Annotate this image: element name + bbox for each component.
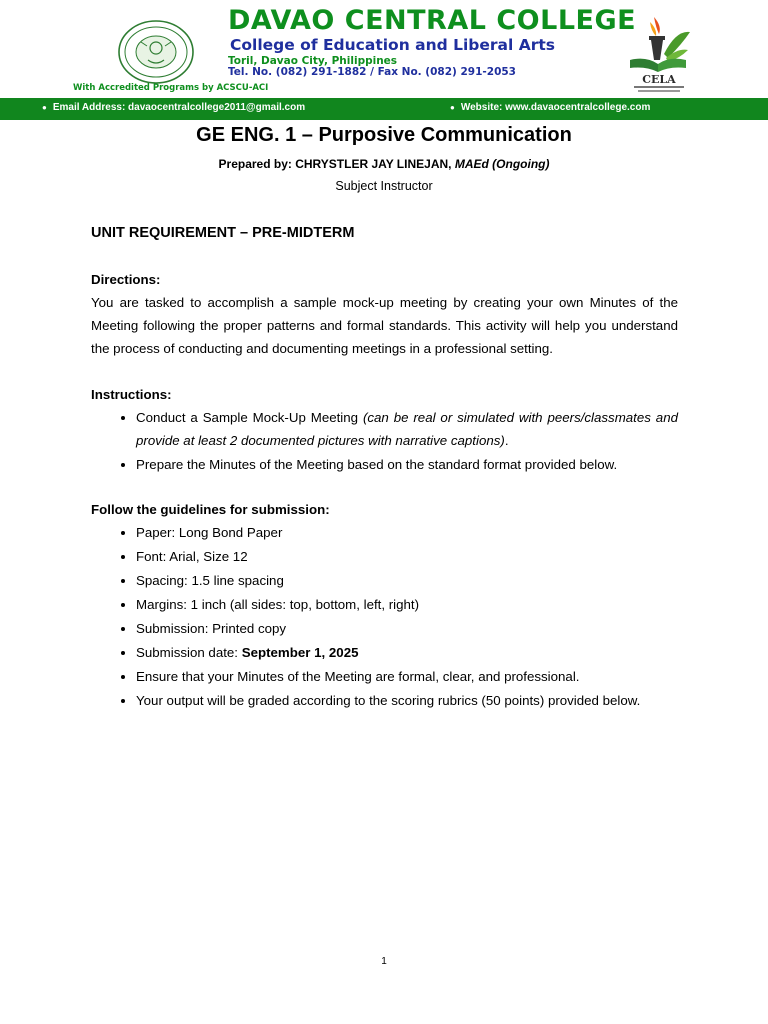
cela-torch-logo (626, 14, 692, 96)
list-item (136, 406, 678, 452)
website-item (450, 102, 650, 113)
list-item (136, 641, 678, 664)
prepared-by-label: Prepared by: CHRYSTLER JAY LINEJAN, (218, 157, 455, 171)
letterhead (0, 0, 768, 98)
email-address[interactable]: Email Address: davaocentralcollege2011@gmail.com (52, 102, 306, 113)
instructions-list (91, 406, 678, 476)
list-item (136, 453, 678, 476)
directions-heading: Directions: (91, 272, 161, 287)
list-item: • Margins: 1 inch (all sides: top, bottom, left, right) (136, 593, 678, 616)
guideline-text: Submission date: (136, 645, 242, 660)
bullet-icon: ● (42, 103, 47, 112)
cela-logo-text: CELA (642, 73, 676, 86)
instruction-note: (can be real or simulated with peers/classmates and provide at least 2 documented pictures with narrative captions) (136, 410, 678, 448)
bullet-icon: ● (450, 103, 455, 112)
college-address: Toril, Davao City, Philippines (228, 55, 398, 67)
directions-text: You are tasked to accomplish a sample mock-up meeting by creating your own Minutes of the Meeting following the proper patterns and formal standards. This activity will help you understand the process of conducting and documenting meetings in a professional setting. (91, 295, 678, 356)
college-seal-logo (117, 20, 195, 84)
course-title: GE ENG. 1 – Purposive Communication (196, 124, 572, 146)
accreditation-note: With Accredited Programs by ACSCU-ACI (73, 83, 269, 93)
list-item: • Ensure that your Minutes of the Meeting are formal, clear, and professional. (136, 665, 678, 688)
prepared-by (0, 157, 768, 171)
unit-heading: UNIT REQUIREMENT – PRE-MIDTERM (91, 225, 355, 241)
college-department: College of Education and Liberal Arts (230, 36, 555, 54)
submission-date: September 1, 2025 (241, 645, 359, 660)
email-item (42, 102, 305, 113)
list-item: • Spacing: 1.5 line spacing (136, 569, 678, 592)
page-number: 1 (381, 956, 387, 967)
list-item: • Font: Arial, Size 12 (136, 545, 678, 568)
instruction-end: . (504, 433, 509, 448)
list-item: • Your output will be graded according to the scoring rubrics (50 points) provided below. (136, 689, 678, 712)
document-body (91, 222, 678, 734)
prepared-by-credential: MAEd (Ongoing) (454, 157, 550, 171)
guidelines-list (91, 521, 678, 712)
list-item: • Paper: Long Bond Paper (136, 521, 678, 544)
instruction-text: Conduct a Sample Mock-Up Meeting (136, 410, 363, 425)
website-link[interactable]: Website: www.davaocentralcollege.com (460, 102, 651, 113)
college-name: DAVAO CENTRAL COLLEGE (228, 5, 637, 36)
guidelines-heading: Follow the guidelines for submission: (91, 502, 330, 517)
instructions-heading: Instructions: (91, 387, 172, 402)
instruction-text: Prepare the Minutes of the Meeting based on the standard format provided below. (136, 457, 618, 472)
instructor-role: Subject Instructor (335, 179, 433, 193)
college-phone: Tel. No. (082) 291-1882 / Fax No. (082) 291-2053 (228, 66, 516, 78)
contact-bar (0, 98, 768, 120)
list-item: • Submission: Printed copy (136, 617, 678, 640)
